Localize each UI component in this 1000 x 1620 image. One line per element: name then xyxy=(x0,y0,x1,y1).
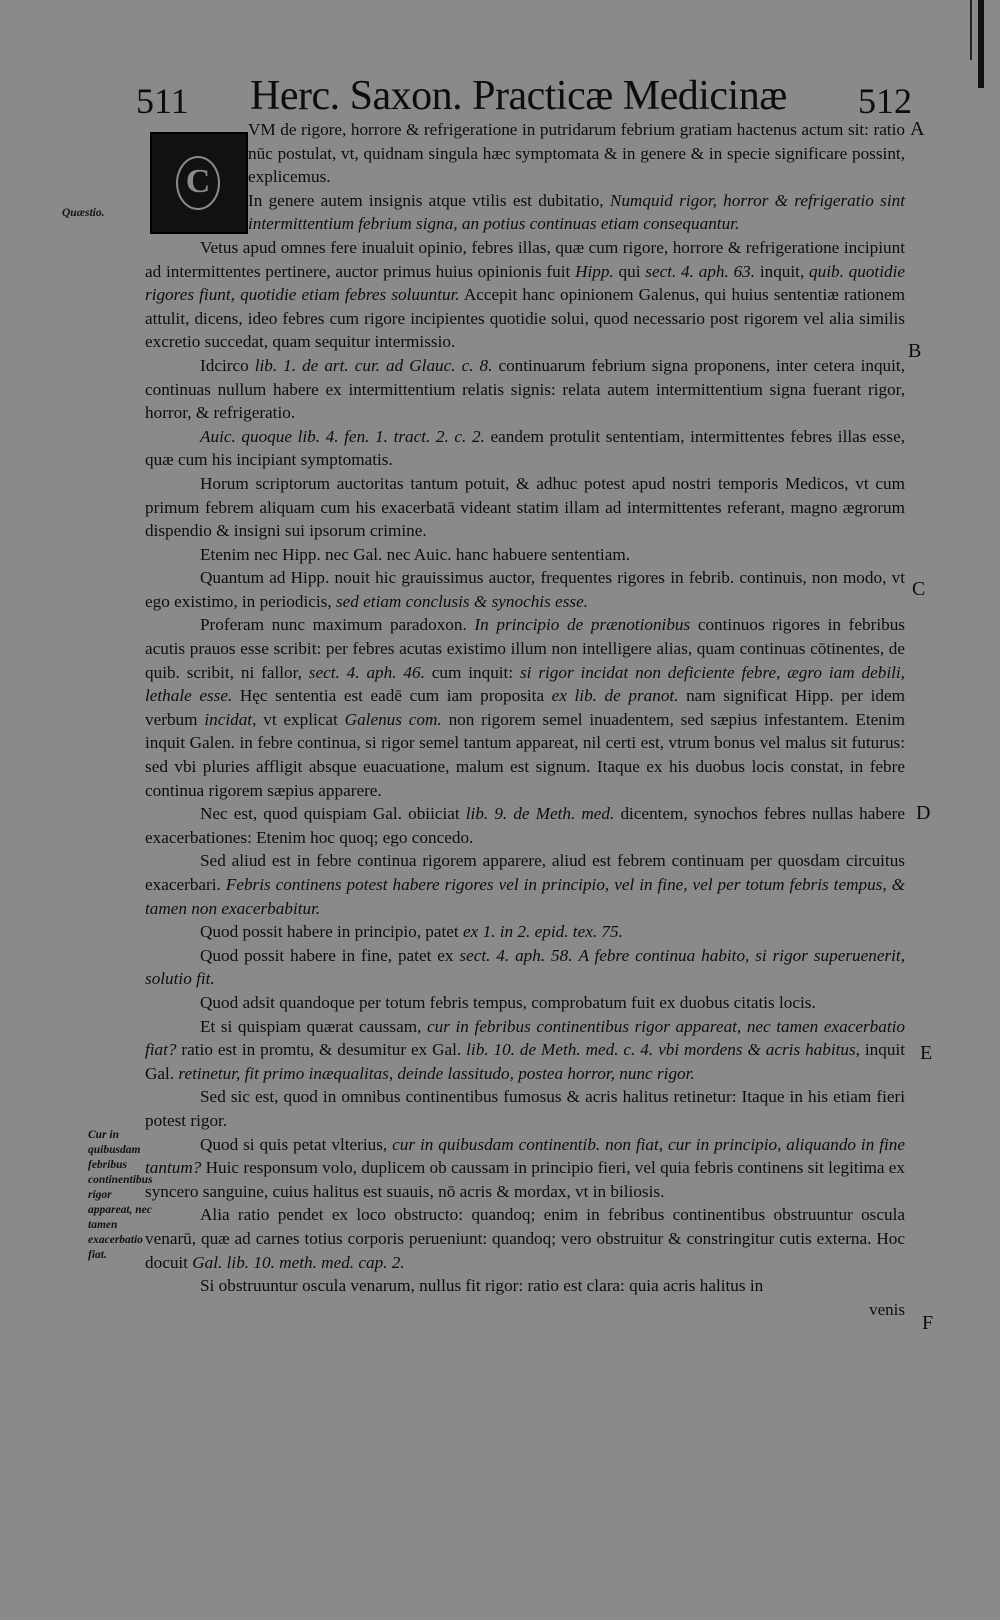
paragraph: Si obstruuntur oscula venarum, nullus fit rigor: ratio est clara: quia acris halitus in xyxy=(200,1276,764,1296)
paragraph: Quod adsit quandoque per totum febris tempus, comprobatum fuit ex duobus citatis locis. xyxy=(200,992,816,1012)
paragraph: VM de rigore, horrore & refrigeratione in putridarum febrium gratiam hactenus actum sit: ratio nūc postulat, vt, quidnam singula hæc symptomata & in genere & in specie significare possint, explicemus. xyxy=(248,120,905,187)
text-run: non rigorem semel inuadentem, sed sæpius infestantem. Etenim inquit Galen. in febre continua, si rigor semel tantum appareat, nil certi est, vtrum bonus vel malus sit futurus: sed vbi pluries affligit absque euacuatione, malum est signum. Itaque ex his duobus locis constat, in febre continua rigorem sæpius apparere. xyxy=(145,709,905,800)
text-run: Alia ratio pendet ex loco obstructo: quandoq; enim in febribus continentibus obstruuntur oscula venarū, quæ ad carnes totius corporis perueniunt: quandoq; vero obstruitur & constringitur cutis externa. Hoc docuit xyxy=(145,1205,905,1272)
text-run: inquit, xyxy=(755,261,810,281)
right-page-number: 512 xyxy=(858,81,912,121)
italic-run: Gal. lib. 10. meth. med. cap. 2. xyxy=(192,1252,405,1272)
margin-letter-d: D xyxy=(916,802,931,824)
text-run: Sed aliud est in febre continua rigorem apparere, aliud est febrem continuam per quosdam circuitus exacerbari. xyxy=(145,851,905,894)
side-note-cur: Cur in quibusdam febribus continentibus rigor appareat, nec tamen exacerbatio fiat. xyxy=(88,1129,153,1261)
italic-run: cur in febribus continentibus rigor appareat, nec tamen exacerbatio fiat? xyxy=(145,1016,905,1060)
paragraph xyxy=(145,1203,905,1274)
running-title: Herc. Saxon. Practicæ Medicinæ xyxy=(250,73,787,119)
text-run: Quantum ad Hipp. nouit hic grauissimus auctor, frequentes rigores in febrib. continuis, non modo, vt ego existimo, in periodicis, xyxy=(145,568,905,611)
catchword: venis xyxy=(869,1299,905,1319)
text-run: Idcirco xyxy=(200,355,255,375)
text-run: qui xyxy=(613,261,646,281)
italic-run: incidat xyxy=(204,709,253,729)
text-run: continuos rigores in febribus acutis prauos esse scribit: per febres acutas existimo illum non intelligere alias, quam continuas cōtinentes, de quib. scribit, ni fallor, xyxy=(145,615,905,682)
paragraph xyxy=(145,802,905,849)
text-run: nam significat Hipp. per idem verbum xyxy=(145,686,905,729)
text-run: Proferam nunc maximum paradoxon. xyxy=(200,615,475,635)
text-run: eandem protulit sententiam, intermittentes febres illas esse, quæ cum his incipiant symptomatis. xyxy=(145,426,905,470)
text-run: Quod possit habere in principio, patet xyxy=(200,922,464,942)
paragraph xyxy=(145,613,905,802)
text-run: In genere autem insignis atque vtilis est dubitatio, xyxy=(248,190,610,210)
paragraph xyxy=(248,189,905,236)
italic-run: retinetur, fit primo inæqualitas, deinde lassitudo, postea horror, nunc rigor. xyxy=(178,1063,695,1083)
text-run: Hęc sententia est eadē cum iam proposita xyxy=(232,686,552,706)
italic-run: Galenus com. xyxy=(344,709,442,729)
margin-letter-c: C xyxy=(912,578,926,600)
paragraph: Etenim nec Hipp. nec Gal. nec Auic. hanc habuere sententiam. xyxy=(200,544,630,564)
italic-run: ex lib. de pranot. xyxy=(551,686,679,706)
text-run: ratio est in promtu, & desumitur ex Gal. xyxy=(176,1040,467,1060)
side-note-quaestio: Quæstio. xyxy=(62,207,105,219)
italic-run: lib. 1. de art. cur. ad Glauc. c. 8. xyxy=(254,355,493,375)
text-run: Et si quispiam quærat caussam, xyxy=(200,1016,428,1036)
page-edge-mark xyxy=(970,0,972,60)
text-run: Huic responsum volo, duplicem ob caussam in principio fieri, vel quia febris continens sit legitima ex syncero sanguine, cuius halitus est suauis, nō acris & mordax, vt in biliosis. xyxy=(145,1158,905,1201)
paragraph xyxy=(145,236,905,354)
paragraph xyxy=(145,1133,905,1204)
italic-run: cur in quibusdam continentib. non fiat, cur in principio, aliquando in fine tantum? xyxy=(145,1134,905,1178)
initial-letter: C xyxy=(176,156,220,210)
italic-run: si rigor incidat non deficiente febre, ægro iam debili, lethale esse. xyxy=(145,662,905,706)
paragraph xyxy=(145,566,905,613)
text-run: Vetus apud omnes fere inualuit opinio, febres illas, quæ cum rigore, horrore & refrigeratione incipiunt ad intermittentes pertinere, auctor primus huius opinionis fuit xyxy=(145,237,905,281)
text-run: cum inquit: xyxy=(424,662,520,682)
margin-letter-e: E xyxy=(920,1042,933,1064)
italic-run: Auic. quoque lib. 4. fen. 1. tract. 2. c. 2. xyxy=(200,426,485,446)
text-run: , vt explicat xyxy=(252,709,345,729)
paragraph xyxy=(145,1015,905,1086)
italic-run: sect. 4. aph. 46. xyxy=(308,662,425,682)
left-page-number: 511 xyxy=(136,81,189,121)
italic-run: Numquid rigor, horror & refrigeratio sint intermittentium febrium signa, an potius continuas etiam consequantur. xyxy=(248,190,905,234)
italic-run: A febre continua habito, si rigor superuenerit, solutio fit. xyxy=(145,945,906,989)
italic-run: sect. 4. aph. 58. xyxy=(459,945,573,965)
margin-letter-a: A xyxy=(910,118,925,140)
text-run: Nec est, quod quispiam Gal. obiiciat xyxy=(200,804,466,824)
italic-run: In principio de prænotionibus xyxy=(474,615,691,635)
italic-run: lib. 10. de Meth. med. c. 4. xyxy=(466,1040,654,1060)
margin-letter-b: B xyxy=(908,340,922,362)
text-run: continuarum febrium signa proponens, inter cetera inquit, continuas nullum habere ex intermittentium relatis signis: relata autem intermittentium signa fuerant rigor, horror, & refrigeratio. xyxy=(145,355,905,423)
paragraph: Sed sic est, quod in omnibus continentibus fumosus & acris halitus retinetur: Itaque in his etiam fieri potest rigor. xyxy=(145,1087,905,1130)
body-text xyxy=(145,118,905,1321)
italic-run: lib. 9. de Meth. med. xyxy=(465,804,615,824)
paragraph xyxy=(145,944,905,991)
paragraph xyxy=(145,425,905,472)
italic-run: sed etiam conclusis & synochis esse. xyxy=(335,591,588,611)
paragraph xyxy=(145,920,905,944)
italic-run: Hipp. xyxy=(575,261,614,281)
text-run: Quod si quis petat vlterius, xyxy=(200,1134,393,1154)
italic-run: sect. 4. aph. 63. xyxy=(645,261,756,281)
text-run: dicentem, synochos febres nullas habere exacerbationes: Etenim hoc quoq; ego concedo. xyxy=(145,804,905,847)
text-run: Accepit hanc opinionem Galenus, qui huius sententiæ rationem attulit, dicens, ideo febres cum rigore incipientes quotidie solui, quod necessario post rigorem vel alia similis excretio succedat, quam sequitur intermissio. xyxy=(145,285,905,352)
text-run: inquit Gal. xyxy=(145,1040,906,1083)
italic-run: vbi mordens & acris habitus, xyxy=(658,1040,860,1060)
paragraph xyxy=(145,354,905,425)
paragraph: Horum scriptorum auctoritas tantum potuit, & adhuc potest apud nostri temporis Medicos, vt cum primum febrem aliquam cum his exacerbatā videant statim illam ad intermittentes referant, magno ægrorum dispendio & insigni sui ipsorum crimine. xyxy=(145,473,905,541)
italic-run: quib. quotidie rigores fiunt, quotidie etiam febres soluuntur. xyxy=(145,261,905,305)
italic-run: ex 1. in 2. epid. tex. 75. xyxy=(463,922,623,942)
margin-letter-f: F xyxy=(922,1312,934,1334)
text-run: Quod possit habere in fine, patet ex xyxy=(200,945,460,965)
paragraph xyxy=(145,849,905,920)
italic-run: Febris continens potest habere rigores vel in principio, vel in fine, vel per totum febris tempus, & tamen non exacerbabitur. xyxy=(145,875,905,918)
